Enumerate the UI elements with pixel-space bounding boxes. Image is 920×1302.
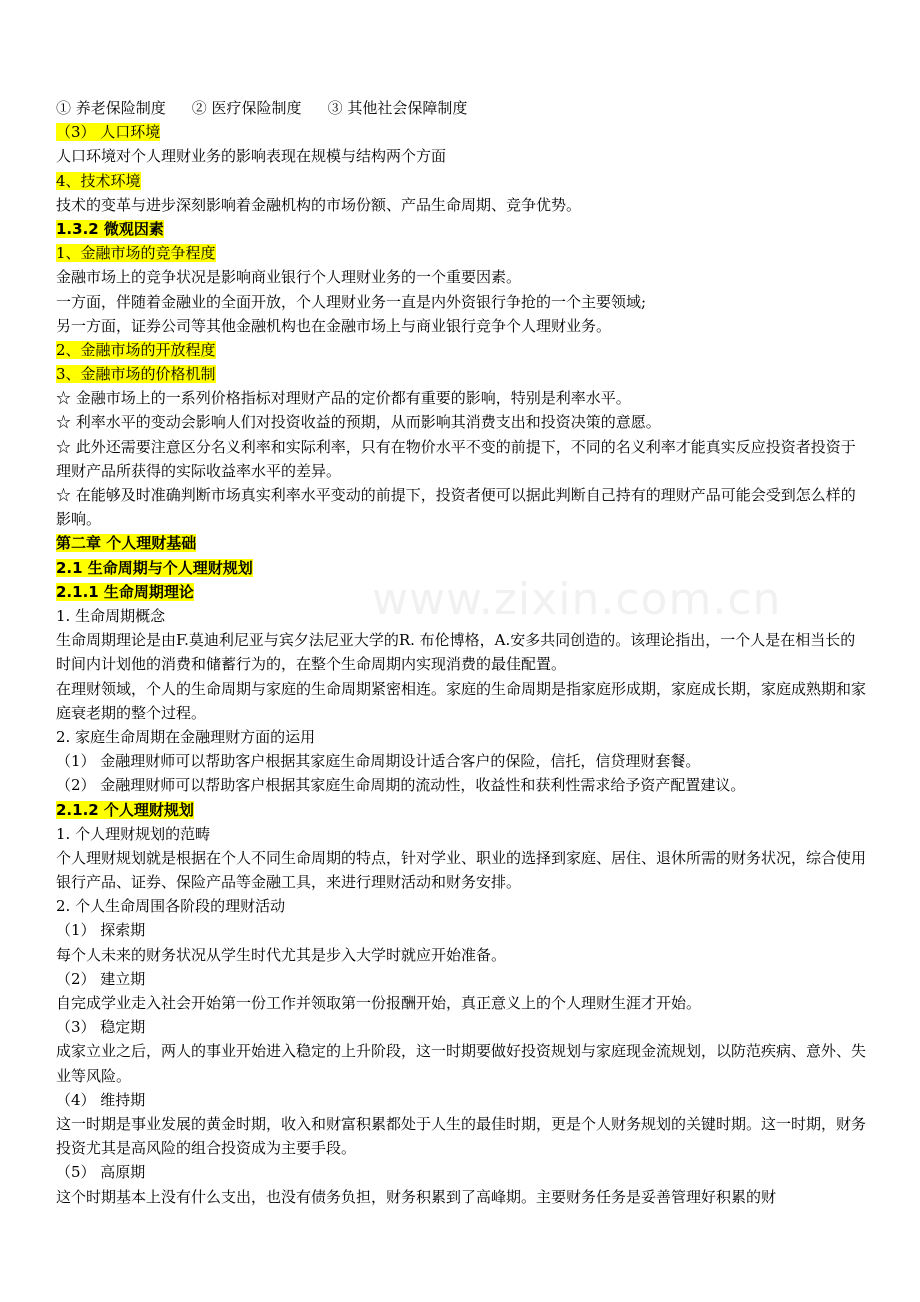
section-heading — [56, 120, 866, 144]
bullet-paragraph: ☆ 此外还需要注意区分名义利率和实际利率，只有在物价水平不变的前提下，不同的名义利率才能真实反应投资者投资于理财产品所获得的实际收益率水平的差异。 — [56, 437, 856, 480]
paragraph: 另一方面，证券公司等其他金融机构也在金融市场上与商业银行竞争个人理财业务。 — [56, 316, 612, 335]
paragraph: 技术的变革与进步深刻影响着金融机构的市场份额、产品生命周期、竞争优势。 — [56, 195, 582, 214]
list-item: （3） 稳定期 — [56, 1018, 146, 1037]
subheading: 2. 家庭生命周期在金融理财方面的运用 — [56, 727, 316, 746]
list-item: （5） 高原期 — [56, 1163, 146, 1182]
text-span: ① 养老保险制度 — [56, 99, 166, 117]
text-span: ② 医疗保险制度 — [191, 99, 302, 117]
paragraph: 一方面，伴随着金融业的全面开放，个人理财业务一直是内外资银行争抢的一个主要领域; — [56, 292, 647, 311]
chapter-heading — [56, 531, 866, 555]
list-item — [56, 96, 866, 120]
list-item: （1） 金融理财师可以帮助客户根据其家庭生命周期设计适合客户的保险，信托，信贷理财套餐。 — [56, 752, 701, 771]
list-item: （2） 建立期 — [56, 969, 146, 988]
section-heading — [56, 217, 866, 241]
section-heading — [56, 169, 866, 193]
subheading: 1. 生命周期概念 — [56, 606, 166, 625]
paragraph: 成家立业之后，两人的事业开始进入稳定的上升阶段，这一时期要做好投资规划与家庭现金流规划，以防范疾病、意外、失业等风险。 — [56, 1042, 866, 1085]
list-item: （4） 维持期 — [56, 1090, 146, 1109]
section-heading — [56, 362, 866, 386]
highlighted-text: 第二章 个人理财基础 — [56, 534, 197, 553]
highlighted-text: 2、金融市场的开放程度 — [56, 340, 216, 359]
paragraph: 人口环境对个人理财业务的影响表现在规模与结构两个方面 — [56, 147, 447, 166]
highlighted-text: 1.3.2 微观因素 — [56, 219, 164, 238]
section-heading — [56, 556, 866, 580]
section-heading — [56, 338, 866, 362]
paragraph: 个人理财规划就是根据在个人不同生命周期的特点，针对学业、职业的选择到家庭、居住、退休所需的财务状况，综合使用银行产品、证券、保险产品等金融工具，来进行理财活动和财务安排。 — [56, 848, 866, 892]
paragraph: 每个人未来的财务状况从学生时代尤其是步入大学时就应开始准备。 — [56, 945, 507, 964]
highlighted-text: 1、金融市场的竞争程度 — [56, 244, 216, 263]
paragraph: 在理财领域，个人的生命周期与家庭的生命周期紧密相连。家庭的生命周期是指家庭形成期，家庭成长期，家庭成熟期和家庭衰老期的整个过程。 — [56, 679, 866, 722]
list-item: （2） 金融理财师可以帮助客户根据其家庭生命周期的流动性，收益性和获利性需求给予资产配置建议。 — [56, 776, 746, 795]
paragraph: 自完成学业走入社会开始第一份工作并领取第一份报酬开始，真正意义上的个人理财生涯才开始。 — [56, 994, 702, 1013]
section-heading — [56, 241, 866, 265]
subheading: 2. 个人生命周围各阶段的理财活动 — [56, 897, 286, 916]
paragraph: 这个时期基本上没有什么支出，也没有债务负担，财务积累到了高峰期。主要财务任务是妥善管理好积累的财 — [56, 1187, 777, 1206]
paragraph: 这一时期是事业发展的黄金时期，收入和财富积累都处于人生的最佳时期，更是个人财务规划的关键时期。这一时期，财务投资尤其是高风险的组合投资成为主要手段。 — [56, 1114, 866, 1158]
highlighted-text: 2.1.1 生命周期理论 — [56, 582, 194, 601]
paragraph: 金融市场上的竞争状况是影响商业银行个人理财业务的一个重要因素。 — [56, 268, 522, 287]
highlighted-text: 3、金融市场的价格机制 — [56, 365, 216, 384]
text-span: ③ 其他社会保障制度 — [327, 99, 468, 117]
highlighted-text: （3） 人口环境 — [56, 123, 161, 142]
bullet-paragraph: ☆ 利率水平的变动会影响人们对投资收益的预期，从而影响其消费支出和投资决策的意愿。 — [56, 413, 661, 432]
bullet-paragraph: ☆ 在能够及时准确判断市场真实利率水平变动的前提下，投资者便可以据此判断自己持有的理财产品可能会受到怎么样的影响。 — [56, 486, 856, 529]
highlighted-text: 4、技术环境 — [56, 171, 141, 190]
section-heading — [56, 798, 866, 822]
list-item: （1） 探索期 — [56, 921, 146, 940]
highlighted-text: 2.1 生命周期与个人理财规划 — [56, 558, 253, 577]
section-heading — [56, 580, 866, 604]
bullet-paragraph: ☆ 金融市场上的一系列价格指标对理财产品的定价都有重要的影响，特别是利率水平。 — [56, 389, 631, 408]
document-body — [56, 96, 866, 1209]
subheading: 1. 个人理财规划的范畴 — [56, 824, 211, 843]
highlighted-text: 2.1.2 个人理财规划 — [56, 800, 194, 819]
watermark: www.zixin.com.cn — [372, 574, 782, 625]
paragraph: 生命周期理论是由F.莫迪利尼亚与宾夕法尼亚大学的R. 布伦博格，A.安多共同创造的。该理论指出，一个人是在相当长的时间内计划他的消费和储蓄行为的，在整个生命周期内实现消费的最佳配置。 — [56, 631, 856, 674]
